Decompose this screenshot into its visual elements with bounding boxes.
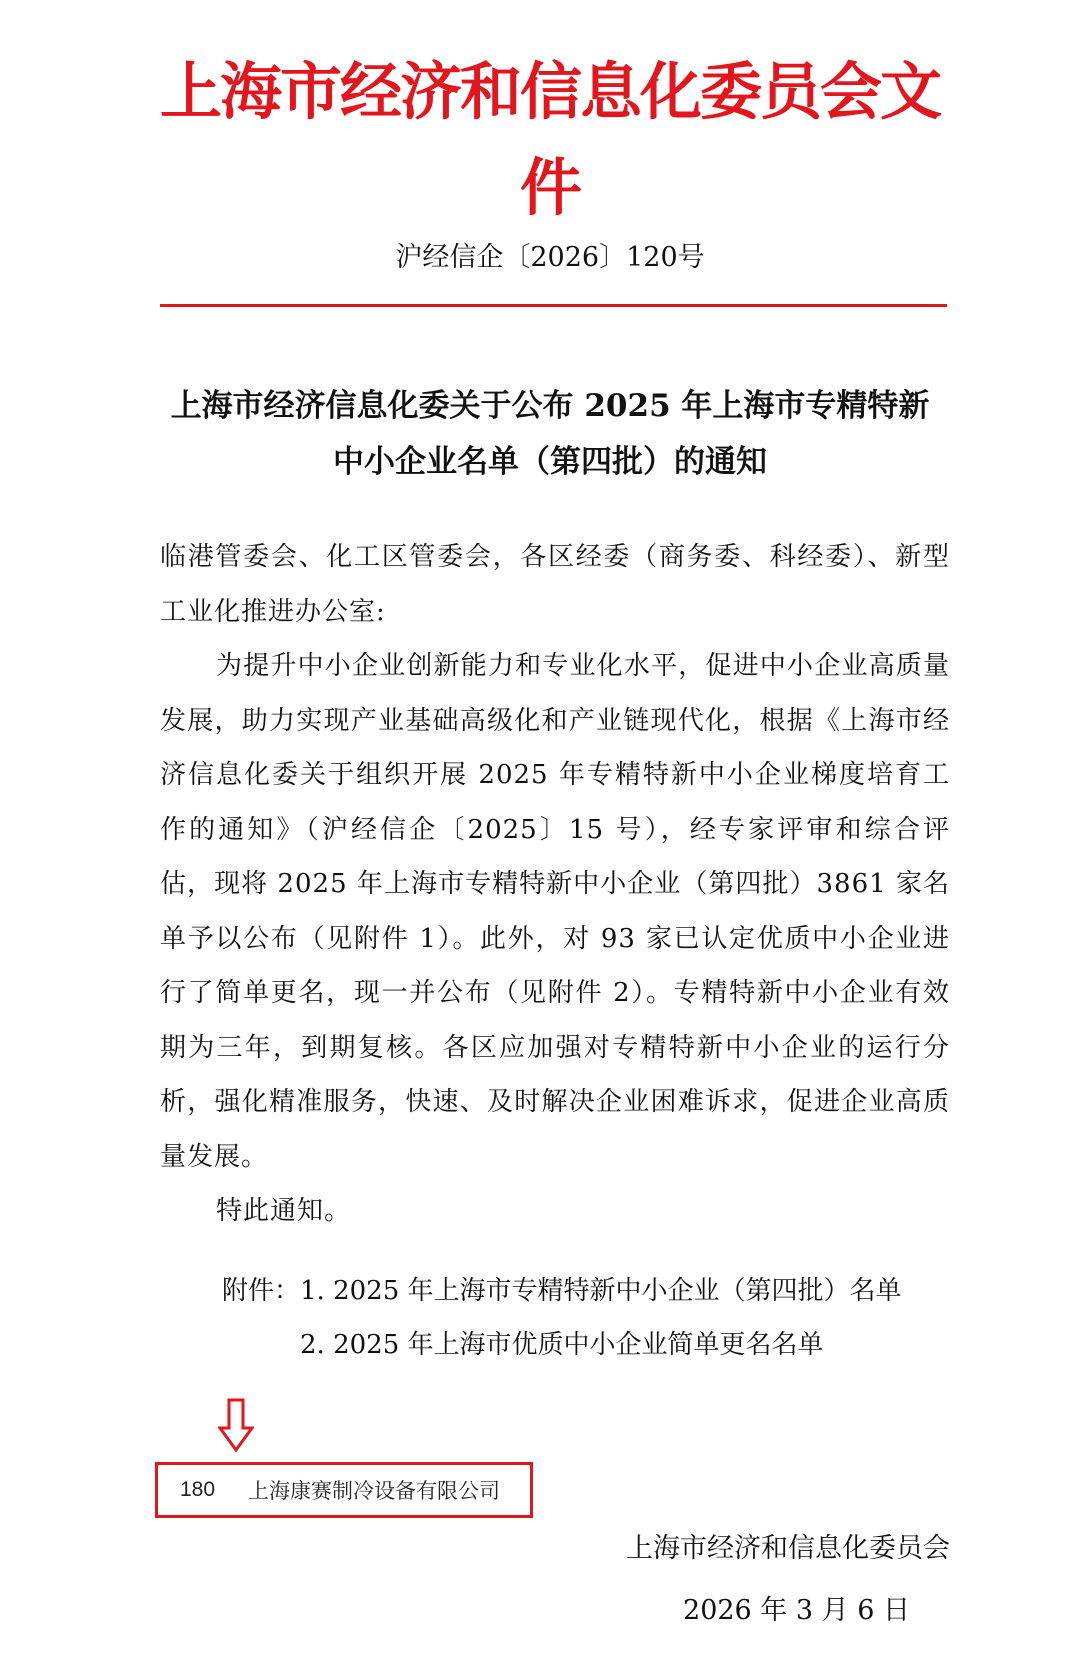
attachment-row-2 bbox=[160, 1318, 950, 1372]
document-body bbox=[160, 530, 950, 1239]
attachment-row-1 bbox=[160, 1264, 950, 1318]
signing-organization: 上海市经济和信息化委员会 bbox=[626, 1533, 950, 1564]
main-paragraph: 为提升中小企业创新能力和专业化水平，促进中小企业高质量发展，助力实现产业基础高级化和产业链现代化，根据《上海市经济信息化委关于组织开展 2025 年专精特新中小企业梯度培育工作的通知》（沪经信企〔2025〕15 号），经专家评审和综合评估，现将 2025 年上海市专精特新中小企业（第四批）3861 家名单予以公布（见附件 1）。此外，对 93 家已认定优质中小企业进行了简单更名，现一并公布（见附件 2）。专精特新中小企业有效期为三年，到期复核。各区应加强对专精特新中小企业的运行分析，强化精准服务，快速、及时解决企业困难诉求，促进企业高质量发展。 bbox=[160, 651, 950, 1172]
highlighted-company-entry bbox=[155, 1462, 533, 1518]
title-line-2: 中小企业名单（第四批）的通知 bbox=[333, 444, 767, 480]
company-list-number: 180 bbox=[180, 1478, 216, 1501]
signing-date: 2026 年 3 月 6 日 bbox=[683, 1595, 910, 1626]
attachment-item-1: 1. 2025 年上海市专精特新中小企业（第四批）名单 bbox=[300, 1276, 902, 1306]
signature-block bbox=[626, 1518, 950, 1642]
attachments-list bbox=[160, 1264, 950, 1372]
down-arrow-icon bbox=[218, 1398, 254, 1452]
issuing-authority-header: 上海市经济和信息化委员会文件 bbox=[159, 55, 940, 224]
document-title bbox=[150, 378, 950, 490]
attachments-label: 附件： bbox=[221, 1276, 300, 1306]
document-number: 沪经信企〔2026〕120号 bbox=[395, 242, 705, 273]
attachment-item-2: 2. 2025 年上海市优质中小企业简单更名名单 bbox=[300, 1330, 824, 1360]
attachments-label-spacer bbox=[160, 1318, 300, 1372]
closing-line: 特此通知。 bbox=[216, 1196, 352, 1226]
company-name: 上海康赛制冷设备有限公司 bbox=[248, 1480, 500, 1503]
title-line-1: 上海市经济信息化委关于公布 2025 年上海市专精特新 bbox=[170, 388, 930, 424]
recipients-line: 临港管委会、化工区管委会，各区经委（商务委、科经委）、新型工业化推进办公室: bbox=[160, 542, 950, 627]
red-divider-line bbox=[160, 304, 947, 307]
